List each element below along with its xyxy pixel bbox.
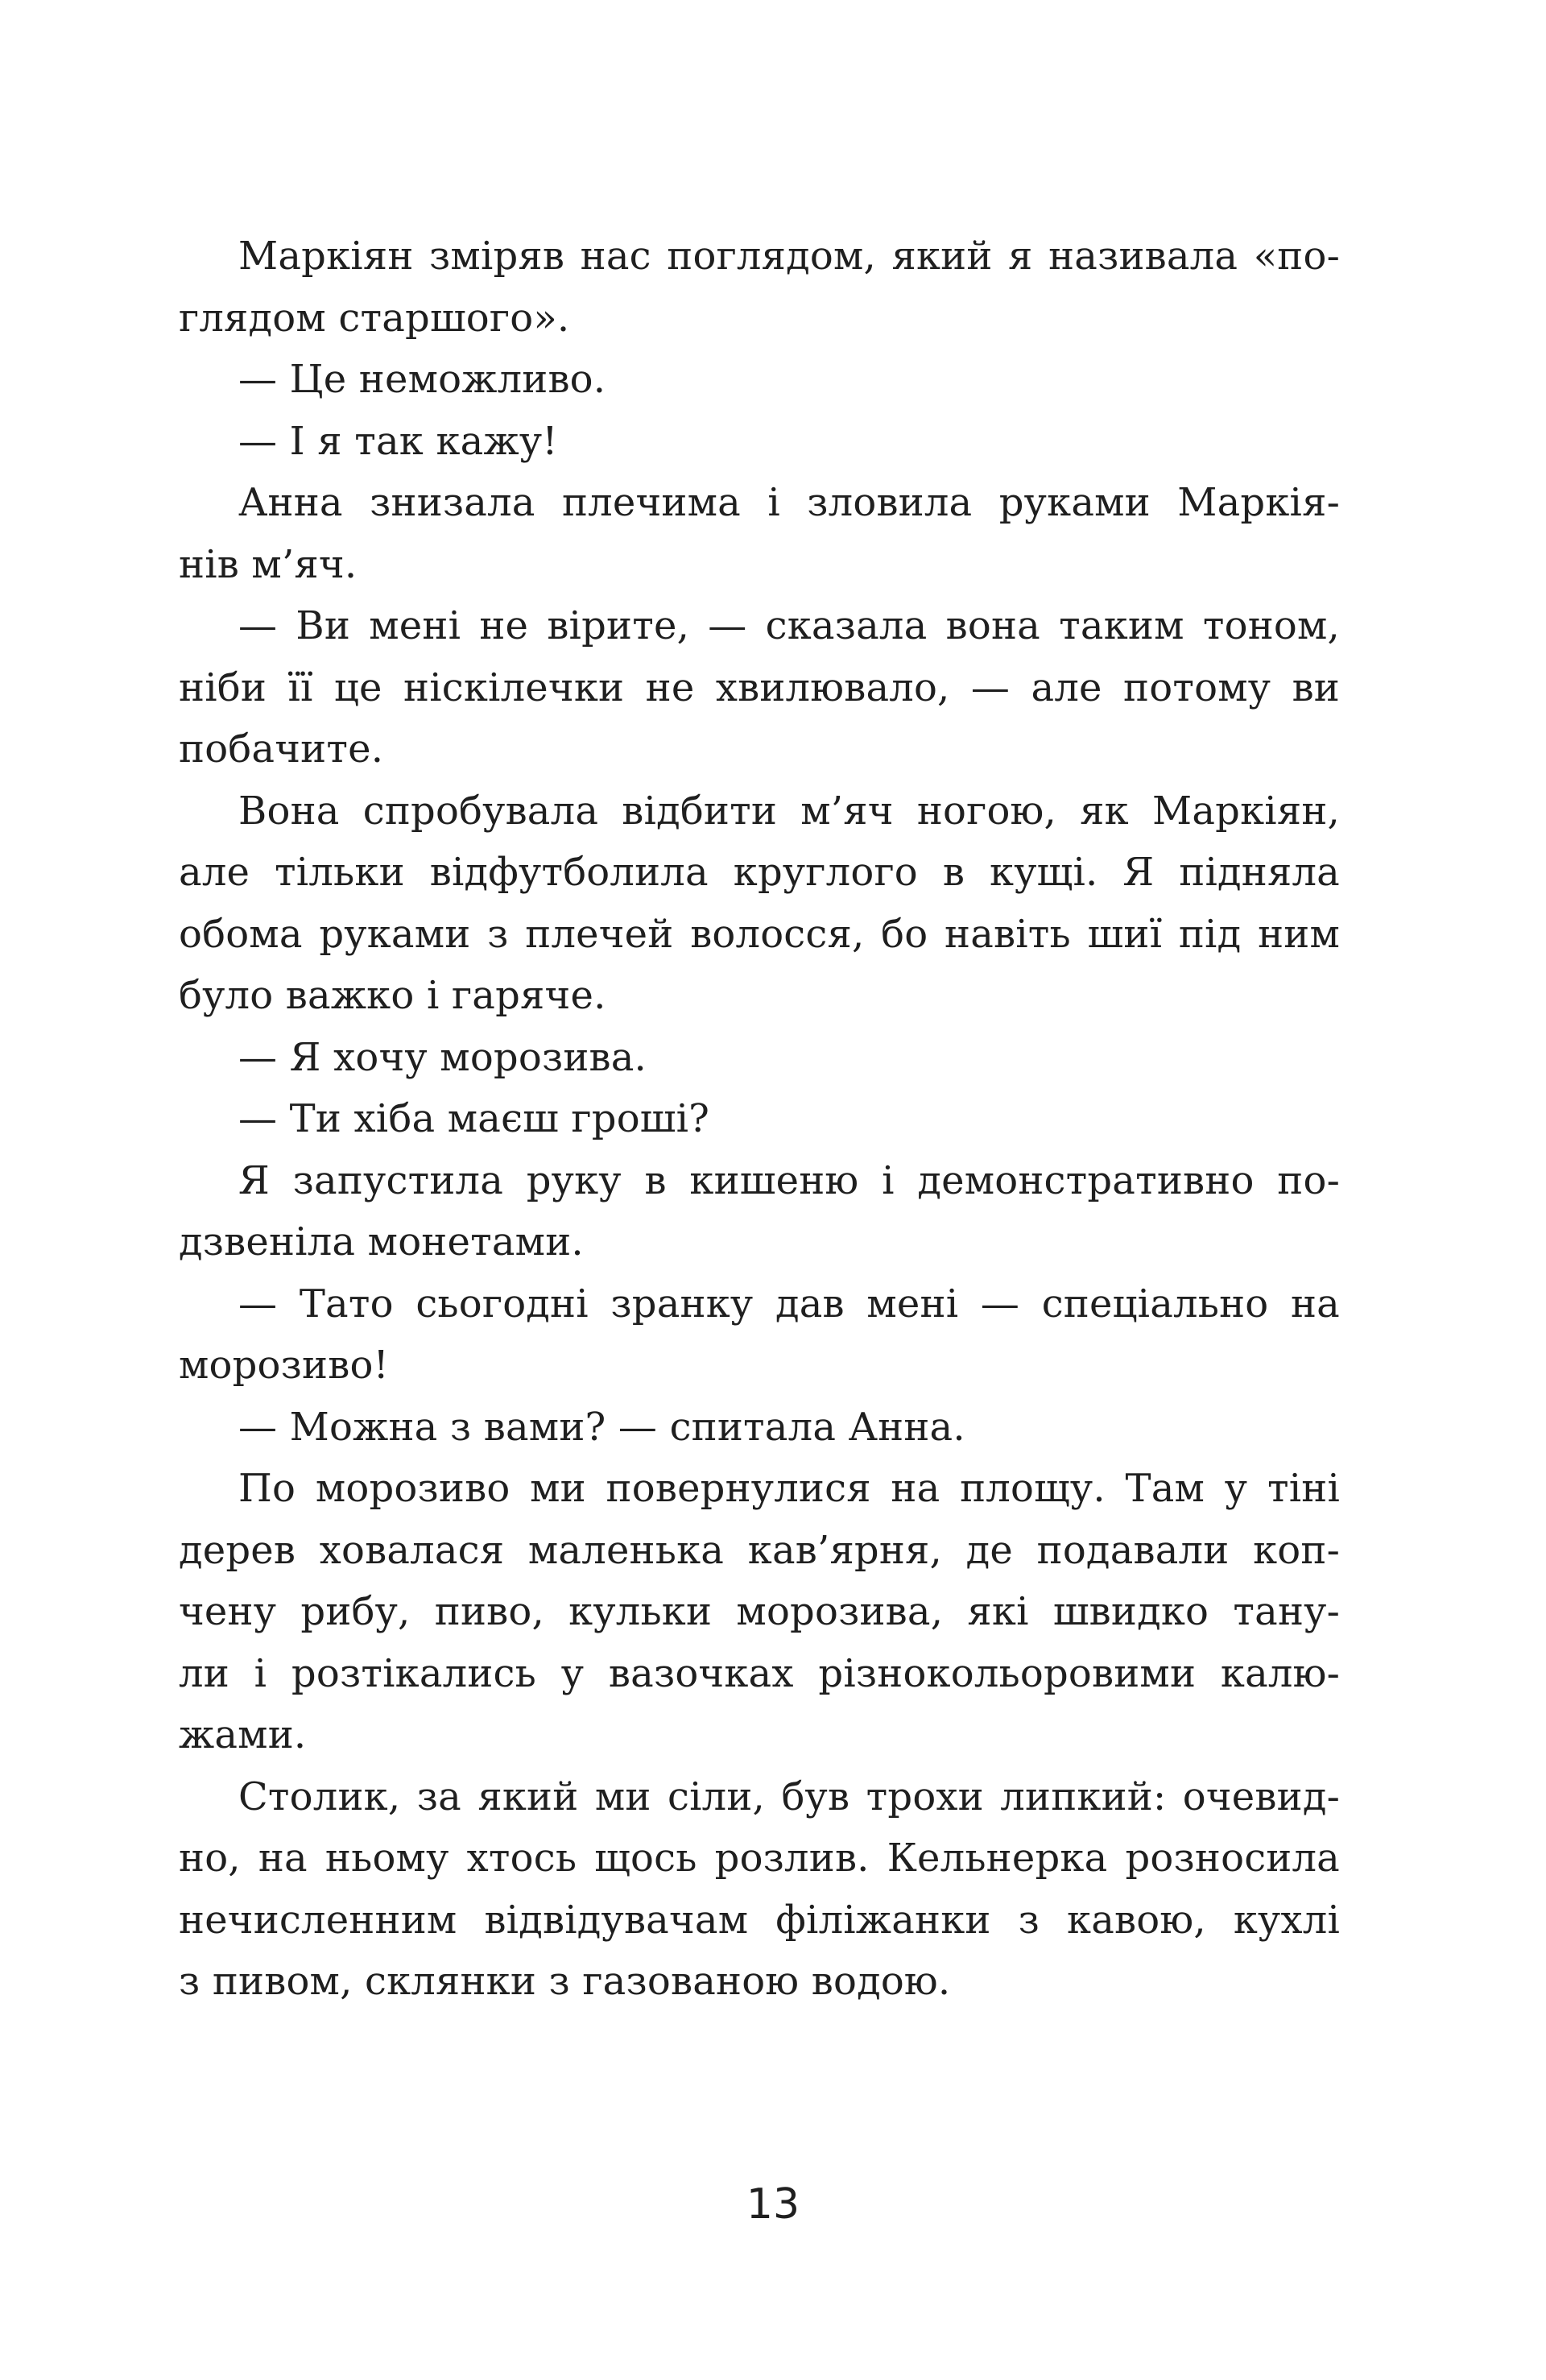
text-line: глядом старшого».: [179, 295, 570, 341]
text-line: Анна знизала плечима і зловила руками Маркія-: [238, 480, 1340, 525]
text-line: — Можна з вами? — спитала Анна.: [238, 1404, 965, 1450]
text-line: — І я так кажу!: [238, 418, 558, 464]
text-line: — Я хочу морозива.: [238, 1034, 647, 1080]
text-line: дерев ховалася маленька кав’ярня, де подавали коп-: [179, 1527, 1340, 1573]
text-line: По морозиво ми повернулися на площу. Там у тіні: [238, 1466, 1340, 1511]
text-line: Столик, за який ми сіли, був трохи липкий: очевид-: [238, 1774, 1340, 1819]
text-line: Вона спробувала відбити м’яч ногою, як Маркіян,: [238, 788, 1340, 834]
page-number: 13: [746, 2180, 800, 2229]
text-line: ніби її це ніскілечки не хвилювало, — але потому ви: [179, 664, 1340, 710]
text-line: жами.: [179, 1712, 307, 1757]
text-line: морозиво!: [179, 1343, 390, 1388]
text-line: — Ви мені не вірите, — сказала вона таким тоном,: [238, 603, 1340, 648]
text-line: дзвеніла монетами.: [179, 1219, 584, 1265]
body-text: [179, 226, 1340, 2013]
text-line: чену рибу, пиво, кульки морозива, які швидко тану-: [179, 1589, 1340, 1634]
text-line: але тільки відфутболила круглого в кущі. Я підняла: [179, 850, 1340, 895]
text-line: нів м’яч.: [179, 541, 358, 587]
text-line: — Ти хіба маєш гроші?: [238, 1096, 710, 1141]
text-line: ли і розтікались у вазочках різнокольоровими калю-: [179, 1650, 1340, 1696]
text-line: побачите.: [179, 726, 384, 772]
text-line: нечисленним відвідувачам філіжанки з кавою, кухлі: [179, 1897, 1340, 1943]
text-line: Маркіян зміряв нас поглядом, який я називала «по-: [238, 234, 1340, 279]
text-line: обома руками з плечей волосся, бо навіть шиї під ним: [179, 911, 1340, 957]
text-line: з пивом, склянки з газованою водою.: [179, 1959, 951, 2004]
text-line: — Тато сьогодні зранку дав мені — спеціально на: [238, 1281, 1340, 1327]
text-line: Я запустила руку в кишеню і демонстративно по-: [238, 1157, 1340, 1203]
text-line: но, на ньому хтось щось розлив. Кельнерка розносила: [179, 1836, 1340, 1881]
text-line: було важко і гаряче.: [179, 973, 606, 1018]
text-line: — Це неможливо.: [238, 357, 606, 402]
